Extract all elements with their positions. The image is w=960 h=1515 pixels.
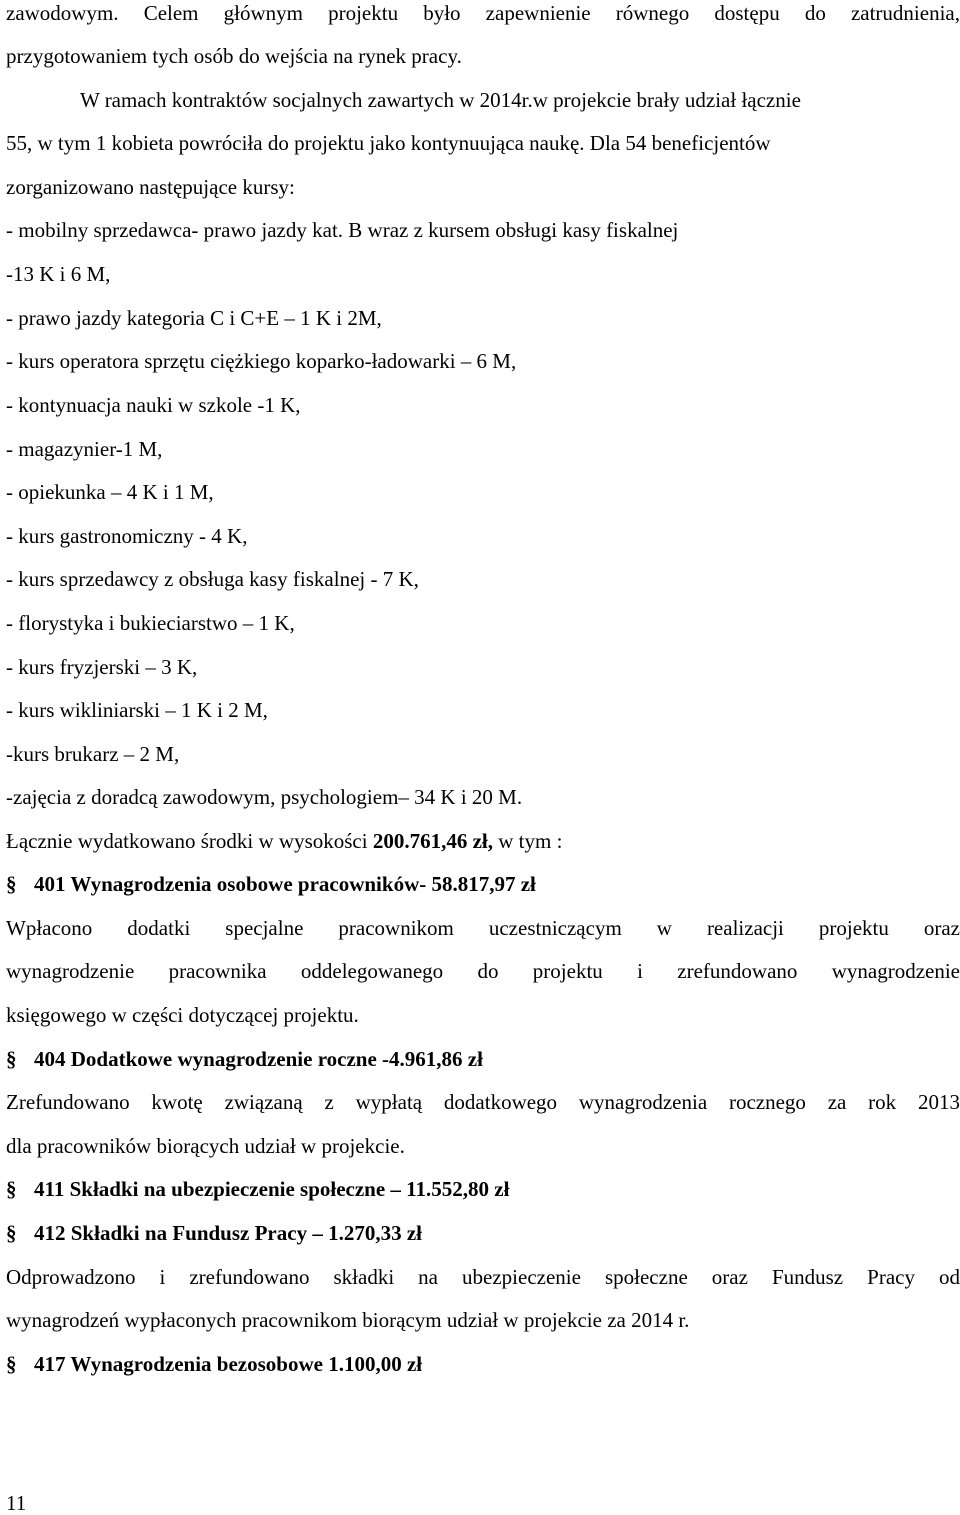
course-item: -kurs brukarz – 2 M, [6, 742, 180, 766]
course-item: -13 K i 6 M, [6, 262, 111, 286]
course-item: - kontynuacja nauki w szkole -1 K, [6, 393, 301, 417]
section-bullet-icon: § [6, 1177, 17, 1201]
course-item: - kurs fryzjerski – 3 K, [6, 655, 198, 679]
total-amount: 200.761,46 zł, [372, 829, 493, 853]
section-417-heading [6, 1351, 422, 1377]
section-404-text-1: Zrefundowano kwotę związaną z wypłatą dodatkowego wynagrodzenia rocznego za rok 2013 [6, 1090, 960, 1114]
course-item: - opiekunka – 4 K i 1 M, [6, 480, 214, 504]
intro-line-2: przygotowaniem tych osób do wejścia na rynek pracy. [6, 44, 462, 68]
section-412-title: 412 Składki na Fundusz Pracy – 1.270,33 zł [34, 1221, 422, 1245]
course-item: - kurs sprzedawcy z obsługa kasy fiskalnej - 7 K, [6, 567, 419, 591]
section-401-text-3: księgowego w części dotyczącej projektu. [6, 1003, 359, 1027]
section-bullet-icon: § [6, 1352, 17, 1376]
intro-line-1: zawodowym. Celem głównym projektu było zapewnienie równego dostępu do zatrudnienia, [6, 1, 960, 25]
course-item: - florystyka i bukieciarstwo – 1 K, [6, 611, 295, 635]
page-number: 11 [6, 1491, 27, 1515]
section-401-heading [6, 871, 536, 897]
section-401-text-1: Wpłacono dodatki specjalne pracownikom uczestniczącym w realizacji projektu oraz [6, 916, 960, 940]
course-item: - kurs operatora sprzętu ciężkiego koparko-ładowarki – 6 M, [6, 349, 517, 373]
intro-line-4: 55, w tym 1 kobieta powróciła do projektu jako kontynuująca naukę. Dla 54 beneficjentów [6, 131, 771, 155]
section-412-text-1: Odprowadzono i zrefundowano składki na ubezpieczenie społeczne oraz Fundusz Pracy od [6, 1265, 960, 1289]
section-401-title: 401 Wynagrodzenia osobowe pracowników- 58.817,97 zł [34, 872, 536, 896]
course-item: - mobilny sprzedawca- prawo jazdy kat. B wraz z kursem obsługi kasy fiskalnej [6, 218, 679, 242]
section-404-title: 404 Dodatkowe wynagrodzenie roczne -4.961,86 zł [34, 1047, 483, 1071]
course-item: - kurs gastronomiczny - 4 K, [6, 524, 248, 548]
course-item: - prawo jazdy kategoria C i C+E – 1 K i 2M, [6, 306, 382, 330]
course-item: -zajęcia z doradcą zawodowym, psychologiem– 34 K i 20 M. [6, 785, 523, 809]
section-417-title: 417 Wynagrodzenia bezosobowe 1.100,00 zł [34, 1352, 423, 1376]
section-bullet-icon: § [6, 872, 17, 896]
section-bullet-icon: § [6, 1047, 17, 1071]
course-item: - magazynier-1 M, [6, 437, 163, 461]
total-prefix: Łącznie wydatkowano środki w wysokości [6, 829, 373, 853]
section-401-text-2: wynagrodzenie pracownika oddelegowanego do projektu i zrefundowano wynagrodzenie [6, 959, 960, 983]
course-item: - kurs wikliniarski – 1 K i 2 M, [6, 698, 268, 722]
section-bullet-icon: § [6, 1221, 17, 1245]
total-suffix: w tym : [493, 829, 563, 853]
section-404-text-2: dla pracowników biorących udział w projekcie. [6, 1134, 405, 1158]
intro-line-5: zorganizowano następujące kursy: [6, 175, 295, 199]
section-411-heading [6, 1176, 509, 1202]
section-411-title: 411 Składki na ubezpieczenie społeczne – 11.552,80 zł [34, 1177, 510, 1201]
total-line [6, 828, 562, 854]
section-404-heading [6, 1046, 483, 1072]
section-412-text-2: wynagrodzeń wypłaconych pracownikom biorącym udział w projekcie za 2014 r. [6, 1308, 690, 1332]
intro-line-3: W ramach kontraktów socjalnych zawartych w 2014r.w projekcie brały udział łącznie [80, 88, 801, 112]
section-412-heading [6, 1220, 422, 1246]
